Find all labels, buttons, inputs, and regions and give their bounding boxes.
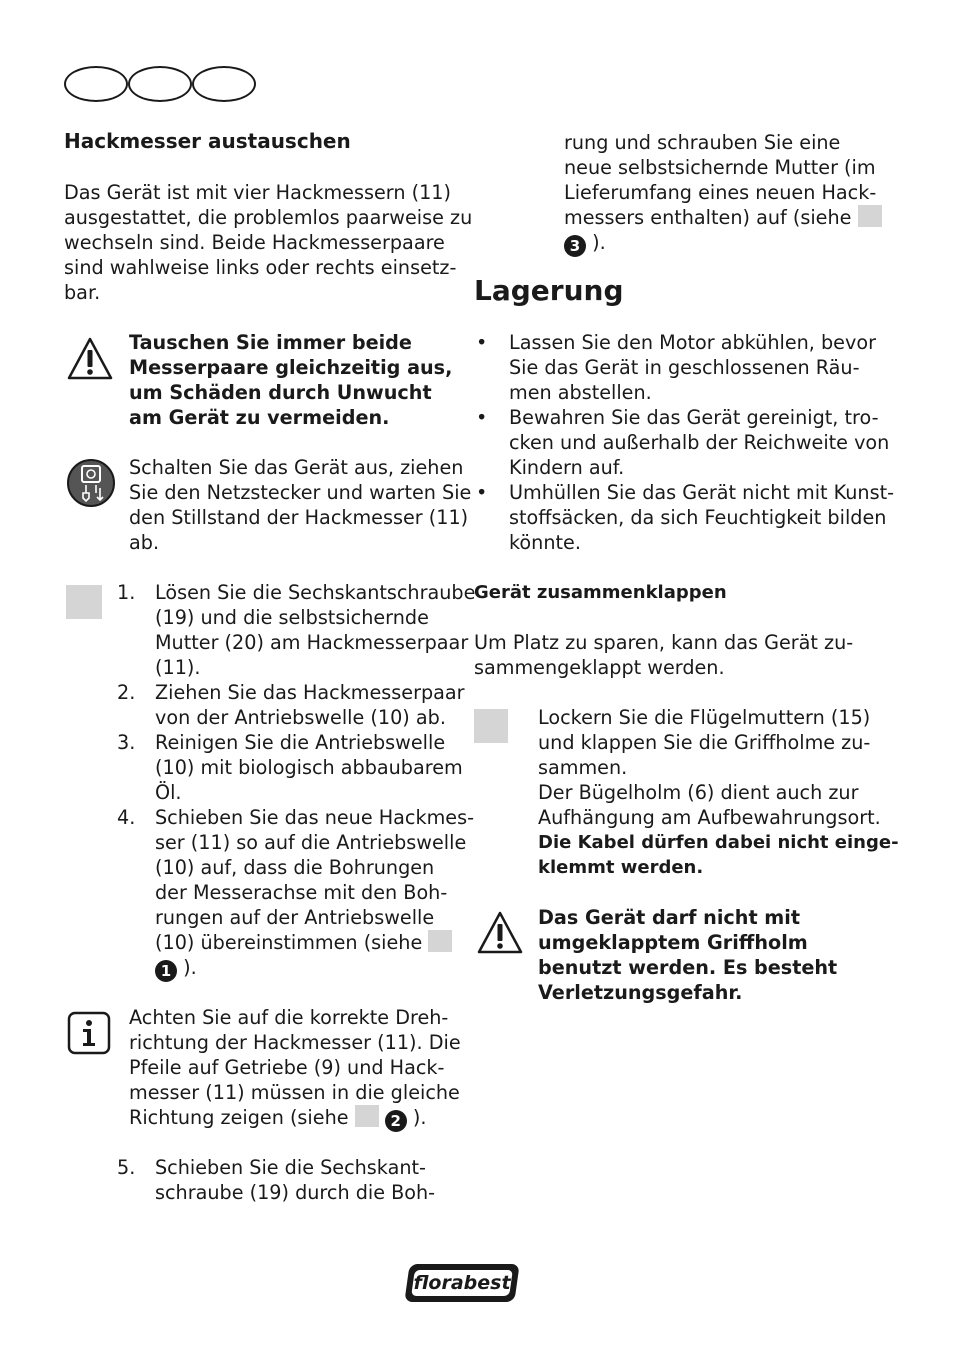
figure-ref-box [858, 205, 882, 227]
text-line: Mutter (20) am Hackmesserpaar [155, 631, 469, 654]
text-line: könnte. [509, 531, 581, 554]
text-line: sammen. [538, 756, 628, 779]
figure-ref-box [428, 930, 452, 952]
step-2 [155, 680, 465, 730]
bullet: • [476, 406, 488, 429]
step-1 [155, 580, 476, 680]
text-line: Sie den Netzstecker und warten Sie [129, 481, 472, 504]
text-line: Messerpaare gleichzeitig aus, [129, 356, 453, 379]
text-line: (10) auf, dass die Bohrungen [155, 856, 435, 879]
language-oval-1 [64, 66, 128, 102]
bullet-item [509, 480, 895, 555]
text-line: Bewahren Sie das Gerät gereinigt, tro- [509, 406, 879, 429]
text-line: messer (11) müssen in die gleiche [129, 1081, 460, 1104]
section-heading: Hackmesser austauschen [64, 129, 351, 153]
text-line [155, 930, 455, 955]
text-line: Der Bügelholm (6) dient auch zur [538, 781, 859, 804]
step-number: 4. [117, 806, 136, 829]
warning-text-2 [538, 905, 837, 1005]
text-line: richtung der Hackmesser (11). Die [129, 1031, 461, 1054]
step-5-block [0, 1155, 470, 1215]
text-line: Sie das Gerät in geschlossenen Räu- [509, 356, 860, 379]
text-line [129, 1105, 461, 1132]
text-line: sammengeklappt werden. [474, 656, 725, 679]
step-3 [155, 730, 463, 805]
text-line-part: Richtung zeigen (siehe [129, 1106, 349, 1129]
text-line: Lassen Sie den Motor abkühlen, bevor [509, 331, 876, 354]
text-line: (10) mit biologisch abbaubarem [155, 756, 463, 779]
text-line: schraube (19) durch die Boh- [155, 1181, 436, 1204]
text-line: Schalten Sie das Gerät aus, ziehen [129, 456, 464, 479]
bullet: • [476, 481, 488, 504]
intro-paragraph [64, 180, 472, 305]
bullet-item [509, 405, 890, 480]
figure-number-badge: 1 [155, 960, 177, 982]
text-line [564, 205, 882, 230]
text-line [564, 230, 882, 257]
text-line: Das Gerät ist mit vier Hackmessern (11) [64, 181, 451, 204]
text-line: Umhüllen Sie das Gerät nicht mit Kunst- [509, 481, 895, 504]
text-line: Lockern Sie die Flügelmuttern (15) [538, 706, 871, 729]
text-line: Schieben Sie das neue Hackmes- [155, 806, 475, 829]
figure-placeholder-box [474, 709, 508, 743]
text-line: um Schäden durch Unwucht [129, 381, 432, 404]
text-line: Öl. [155, 781, 182, 804]
text-line: sind wahlweise links oder rechts einsetz- [64, 256, 457, 279]
figure-number-badge: 2 [385, 1110, 407, 1132]
text-line: rungen auf der Antriebswelle [155, 906, 435, 929]
text-line: am Gerät zu vermeiden. [129, 406, 390, 429]
step-number: 5. [117, 1156, 136, 1179]
warning-triangle-icon [476, 910, 524, 956]
text-line: den Stillstand der Hackmesser (11) [129, 506, 469, 529]
text-line: Lösen Sie die Sechskantschraube [155, 581, 476, 604]
text-line: rung und schrauben Sie eine [564, 131, 841, 154]
text-line: ab. [129, 531, 160, 554]
info-icon [67, 1011, 111, 1055]
text-line-part: messers enthalten) auf (siehe [564, 206, 852, 229]
text-line: bar. [64, 281, 101, 304]
text-line: umgeklapptem Griffholm [538, 931, 808, 954]
step-number: 2. [117, 681, 136, 704]
text-line: und klappen Sie die Griffholme zu- [538, 731, 871, 754]
text-line: Verletzungsgefahr. [538, 981, 743, 1004]
text-line: Achten Sie auf die korrekte Dreh- [129, 1006, 449, 1029]
fold-instructions [538, 705, 899, 880]
storage-bullet-list [0, 330, 954, 560]
text-line: von der Antriebswelle (10) ab. [155, 706, 446, 729]
text-line: neue selbstsichernde Mutter (im [564, 156, 876, 179]
text-line: Die Kabel dürfen dabei nicht einge- [538, 832, 899, 853]
text-line: cken und außerhalb der Reichweite von [509, 431, 890, 454]
text-line: Reinigen Sie die Antriebswelle [155, 731, 446, 754]
subheading: Gerät zusammenklappen [474, 582, 727, 603]
text-line-part: (10) übereinstimmen (siehe [155, 931, 423, 954]
figure-ref-box [355, 1105, 379, 1127]
subheading-intro [474, 630, 853, 680]
text-line: stoffsäcken, da sich Feuchtigkeit bilden [509, 506, 887, 529]
text-line: men abstellen. [509, 381, 652, 404]
text-line: Das Gerät darf nicht mit [538, 906, 801, 929]
language-oval-2 [128, 66, 192, 102]
language-oval-3 [192, 66, 256, 102]
info-note [129, 1005, 461, 1132]
text-line-part: ). [183, 956, 197, 979]
text-line: Um Platz zu sparen, kann das Gerät zu- [474, 631, 854, 654]
text-line-part: ). [412, 1106, 427, 1129]
text-line: (11). [155, 656, 201, 679]
text-line: Kindern auf. [509, 456, 625, 479]
language-ovals [64, 66, 254, 100]
step-number: 3. [117, 731, 136, 754]
step-5 [155, 1155, 455, 1205]
text-line: benutzt werden. Es besteht [538, 956, 838, 979]
text-line: ausgestattet, die problemlos paarweise zu [64, 206, 473, 229]
text-line: Aufhängung am Aufbewahrungsort. [538, 806, 881, 829]
logo-frame [410, 1269, 514, 1297]
florabest-logo [404, 1264, 519, 1302]
text-line: (19) und die selbstsichernde [155, 606, 429, 629]
step5-continuation [564, 130, 882, 257]
text-line: Pfeile auf Getriebe (9) und Hack- [129, 1056, 445, 1079]
section-heading-lagerung: Lagerung [474, 274, 624, 307]
text-line: wechseln sind. Beide Hackmesserpaare [64, 231, 445, 254]
text-line: Schieben Sie die Sechskant- [155, 1156, 426, 1179]
text-line [155, 955, 455, 982]
step-number: 1. [117, 581, 136, 604]
text-line-part: ). [592, 231, 606, 254]
step-4 [155, 805, 475, 982]
figure-number-badge: 3 [564, 235, 586, 257]
text-line: Ziehen Sie das Hackmesserpaar [155, 681, 465, 704]
bullet: • [476, 331, 488, 354]
steps-list [0, 580, 476, 980]
text-line: Lieferumfang eines neuen Hack- [564, 181, 877, 204]
text-line: klemmt werden. [538, 857, 704, 878]
logo-text: florabest [413, 1272, 511, 1294]
text-line: der Messerachse mit den Boh- [155, 881, 448, 904]
text-line: Tauschen Sie immer beide [129, 331, 412, 354]
bullet-item [509, 330, 876, 405]
text-line: ser (11) so auf die Antriebswelle [155, 831, 467, 854]
